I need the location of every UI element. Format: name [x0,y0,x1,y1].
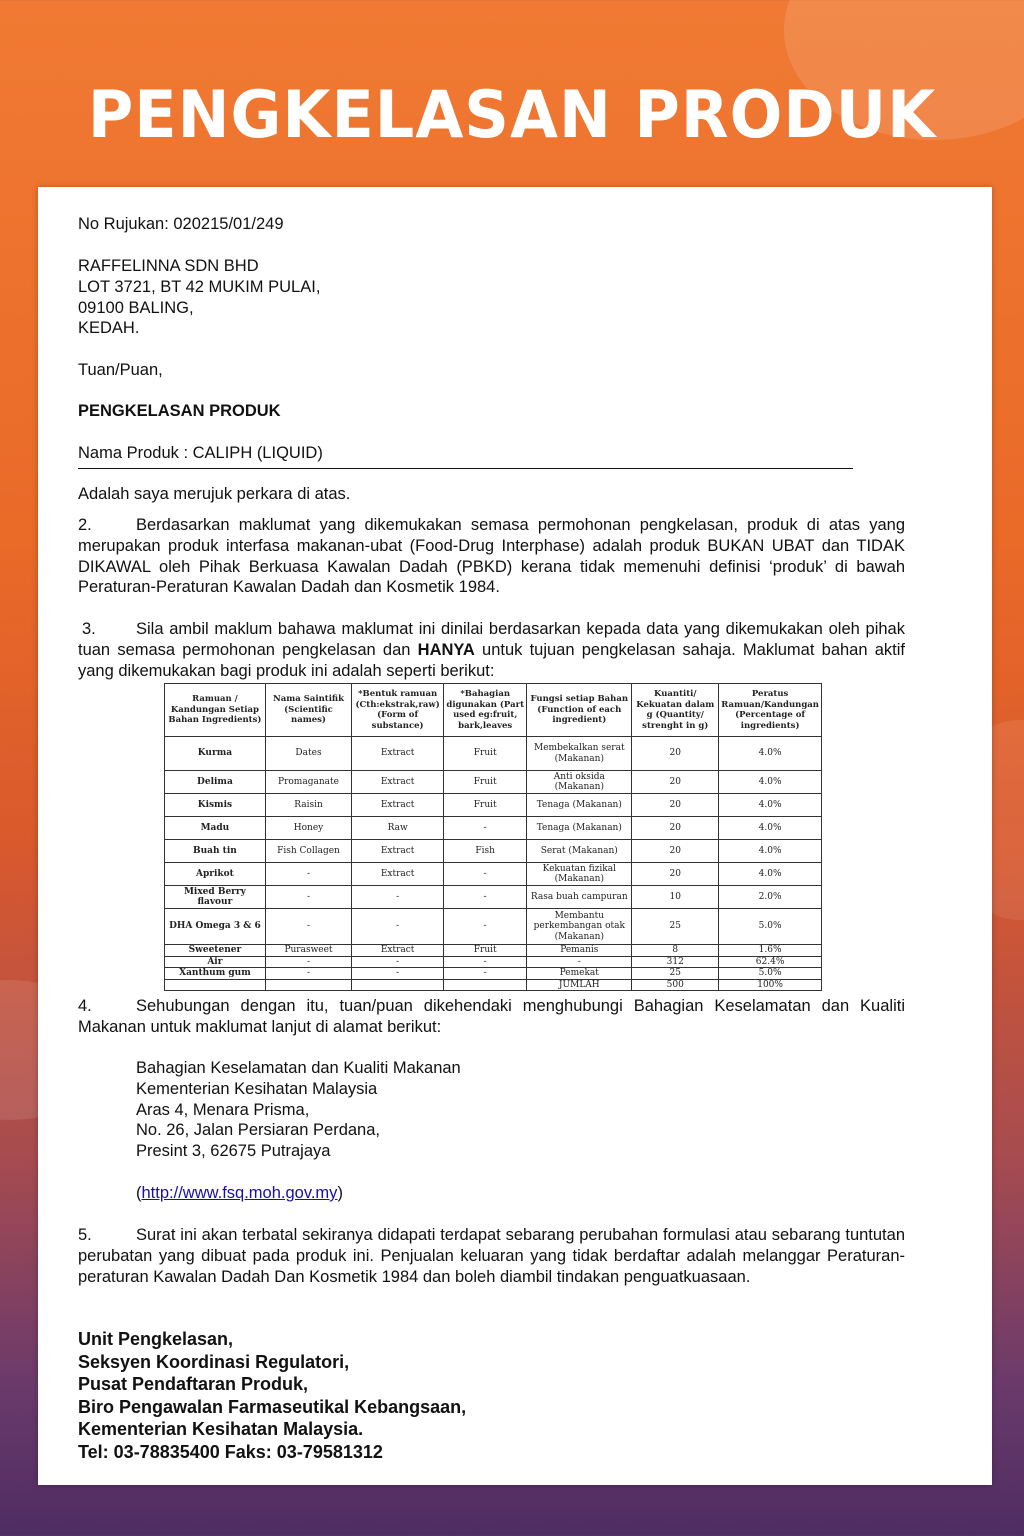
table-cell: 10 [632,886,719,909]
table-cell: 5.0% [719,968,822,980]
table-cell: - [527,956,632,968]
table-row [165,909,822,945]
website-line [136,1183,836,1204]
table-cell: - [265,956,351,968]
intro-line: Adalah saya merujuk perkara di atas. [78,485,351,503]
table-body [165,737,822,991]
table-total-row [165,979,822,991]
paragraph-text: Berdasarkan maklumat yang dikemukakan semasa permohonan pengkelasan, produk di atas yang merupakan produk interfasa makanan-ubat (Food-Drug Interphase) adalah produk BUKAN UBAT dan TIDAK DIKAWAL oleh Pihak Berkuasa Kawalan Dadah (PBKD) kerana tidak memenuhi definisi ‘produk’ di bawah Peraturan-Peraturan Kawalan Dadah dan Kosmetik 1984. [78,516,905,597]
table-cell: 2.0% [719,886,822,909]
table-row [165,863,822,886]
table-cell: Anti oksida (Makanan) [527,771,632,794]
paragraph-text: Sehubungan dengan itu, tuan/puan dikehendaki menghubungi Bahagian Keselamatan dan Kualiti Makanan untuk maklumat lanjut di alamat berikut: [78,997,905,1036]
table-cell: Extract [352,840,444,863]
signature-block [78,1328,905,1463]
table-cell: Purasweet [265,945,351,957]
total-percentage: 100% [719,979,822,991]
table-row [165,968,822,980]
table-cell: Mixed Berry flavour [165,886,266,909]
table-cell: Kismis [165,794,266,817]
contact-line: Aras 4, Menara Prisma, [136,1100,310,1119]
table-cell: Raw [352,817,444,840]
paragraph-5 [78,1225,905,1287]
table-cell: - [352,909,444,945]
table-cell: - [444,886,527,909]
salutation: Tuan/Puan, [78,361,163,379]
table-cell: Tenaga (Makanan) [527,817,632,840]
subject-heading: PENGKELASAN PRODUK [78,402,281,420]
contact-line: Kementerian Kesihatan Malaysia [136,1079,378,1098]
table-cell: Extract [352,863,444,886]
table-cell: Air [165,956,266,968]
table-cell: Fruit [444,945,527,957]
paragraph-3 [78,619,905,681]
table-cell: 4.0% [719,737,822,771]
table-row [165,817,822,840]
signature-line: Biro Pengawalan Farmaseutikal Kebangsaan, [78,1396,467,1417]
table-cell: - [352,968,444,980]
paragraph-4 [78,996,905,1038]
table-header-cell: *Bentuk ramuan (Cth:ekstrak,raw) (Form of substance) [352,684,444,737]
table-cell: 20 [632,817,719,840]
address-line: KEDAH. [78,319,140,338]
contact-line: Presint 3, 62675 Putrajaya [136,1142,331,1161]
paragraph-text: Surat ini akan terbatal sekiranya didapati terdapat sebarang perubahan formulasi atau sebarang tuntutan perubatan yang dibuat pada produk ini. Penjualan keluaran yang tidak berdaftar adalah melanggar Peraturan-peraturan Kawalan Dadah Dan Kosmetik 1984 dan boleh diambil tindakan penguatkuasaan. [78,1226,905,1286]
table-row [165,737,822,771]
table-cell: - [265,886,351,909]
table-cell: 25 [632,909,719,945]
table-row [165,771,822,794]
table-cell: Promaganate [265,771,351,794]
table-cell: 20 [632,737,719,771]
contact-line: Bahagian Keselamatan dan Kualiti Makanan [136,1059,461,1077]
paragraph-2 [78,515,905,598]
table-cell: Pemanis [527,945,632,957]
table-cell: Rasa buah campuran [527,886,632,909]
table-cell: Fruit [444,771,527,794]
table-cell: Serat (Makanan) [527,840,632,863]
table-cell: - [352,956,444,968]
signature-line: Pusat Pendaftaran Produk, [78,1374,309,1394]
table-cell [265,979,351,991]
ingredients-table [164,683,822,991]
table-cell: Dates [265,737,351,771]
table-cell: - [352,886,444,909]
table-cell: Extract [352,945,444,957]
table-cell: - [444,968,527,980]
table-cell: 25 [632,968,719,980]
table-header-cell: Fungsi setiap Bahan (Function of each ingredient) [527,684,632,737]
table-cell: 4.0% [719,771,822,794]
table-cell: Kurma [165,737,266,771]
product-name-block [78,443,905,469]
table-cell: - [444,909,527,945]
table-cell: Extract [352,794,444,817]
paragraph-number: 5. [78,1226,92,1244]
paragraph-number: 4. [78,997,92,1015]
table-cell: 4.0% [719,794,822,817]
table-cell: - [265,909,351,945]
table-cell: - [444,817,527,840]
table-cell: 312 [632,956,719,968]
table-cell: Fruit [444,794,527,817]
paragraph-number: 3. [82,620,96,638]
table-header-row [165,684,822,737]
table-header-cell: Kuantiti/ Kekuatan dalam g (Quantity/ strenght in g) [632,684,719,737]
table-cell: 20 [632,863,719,886]
table-cell: Honey [265,817,351,840]
table-cell: 4.0% [719,817,822,840]
signature-line: Unit Pengkelasan, [78,1329,234,1349]
table-cell [444,979,527,991]
table-cell: Aprikot [165,863,266,886]
table-cell: 1.6% [719,945,822,957]
table-cell: Membekalkan serat (Makanan) [527,737,632,771]
total-label: JUMLAH [527,979,632,991]
website-link[interactable]: http://www.fsq.moh.gov.my [141,1184,338,1202]
table-row [165,956,822,968]
table-header-cell: Ramuan / Kandungan Setiap Bahan Ingredients) [165,684,266,737]
table-cell: Extract [352,771,444,794]
table-cell: - [265,968,351,980]
paragraph-text: Sila ambil maklum bahawa maklumat ini dinilai berdasarkan kepada data yang dikemukakan oleh pihak tuan semasa permohonan pengkelasan dan [78,620,905,659]
table-cell: 4.0% [719,840,822,863]
table-cell: Fish [444,840,527,863]
table-cell: Kekuatan fizikal (Makanan) [527,863,632,886]
table-cell: Sweetener [165,945,266,957]
table-cell: Buah tin [165,840,266,863]
table-cell: 5.0% [719,909,822,945]
table-cell: 8 [632,945,719,957]
table-cell: Madu [165,817,266,840]
table-header-cell: *Bahagian digunakan (Part used eg:fruit, bark,leaves [444,684,527,737]
signature-line: Tel: 03-78835400 Faks: 03-79581312 [78,1441,383,1462]
paragraph-text: untuk tujuan pengkelasan sahaja. Maklumat bahan aktif yang dikemukakan bagi produk ini adalah seperti berikut: [78,640,905,680]
contact-address [136,1058,836,1162]
table-cell: Delima [165,771,266,794]
recipient-address [78,256,905,339]
address-line: 09100 BALING, [78,298,194,317]
banner-title: PENGKELASAN PRODUK [87,76,937,153]
table-cell [165,979,266,991]
table-header-cell: Peratus Ramuan/Kandungan (Percentage of ingredients) [719,684,822,737]
address-line: RAFFELINNA SDN BHD [78,257,259,275]
table-cell: - [444,863,527,886]
table-cell: Extract [352,737,444,771]
total-quantity: 500 [632,979,719,991]
table-cell: Pemekat [527,968,632,980]
table-cell: DHA Omega 3 & 6 [165,909,266,945]
table-row [165,945,822,957]
table-cell: Raisin [265,794,351,817]
table-cell: Xanthum gum [165,968,266,980]
signature-line: Seksyen Koordinasi Regulatori, [78,1351,350,1372]
contact-line: No. 26, Jalan Persiaran Perdana, [136,1121,380,1140]
table-cell: 4.0% [719,863,822,886]
table-cell: 20 [632,771,719,794]
table-cell: Fruit [444,737,527,771]
table-cell: 62.4% [719,956,822,968]
reference-number: No Rujukan: 020215/01/249 [78,215,284,233]
table-row [165,794,822,817]
product-name: Nama Produk : CALIPH (LIQUID) [78,443,853,469]
paragraph-emphasis: HANYA [417,640,475,659]
table-cell: Membantu perkembangan otak (Makanan) [527,909,632,945]
table-cell: - [265,863,351,886]
table-cell: 20 [632,840,719,863]
address-line: LOT 3721, BT 42 MUKIM PULAI, [78,277,321,296]
paragraph-number: 2. [78,516,92,534]
table-row [165,840,822,863]
table-cell: 20 [632,794,719,817]
link-paren: ( [136,1184,142,1202]
table-cell: Fish Collagen [265,840,351,863]
signature-line: Kementerian Kesihatan Malaysia. [78,1419,364,1439]
table-cell [352,979,444,991]
table-row [165,886,822,909]
table-cell: - [444,956,527,968]
table-cell: Tenaga (Makanan) [527,794,632,817]
link-paren: ) [337,1184,343,1202]
table-header-cell: Nama Saintifik (Scientific names) [265,684,351,737]
